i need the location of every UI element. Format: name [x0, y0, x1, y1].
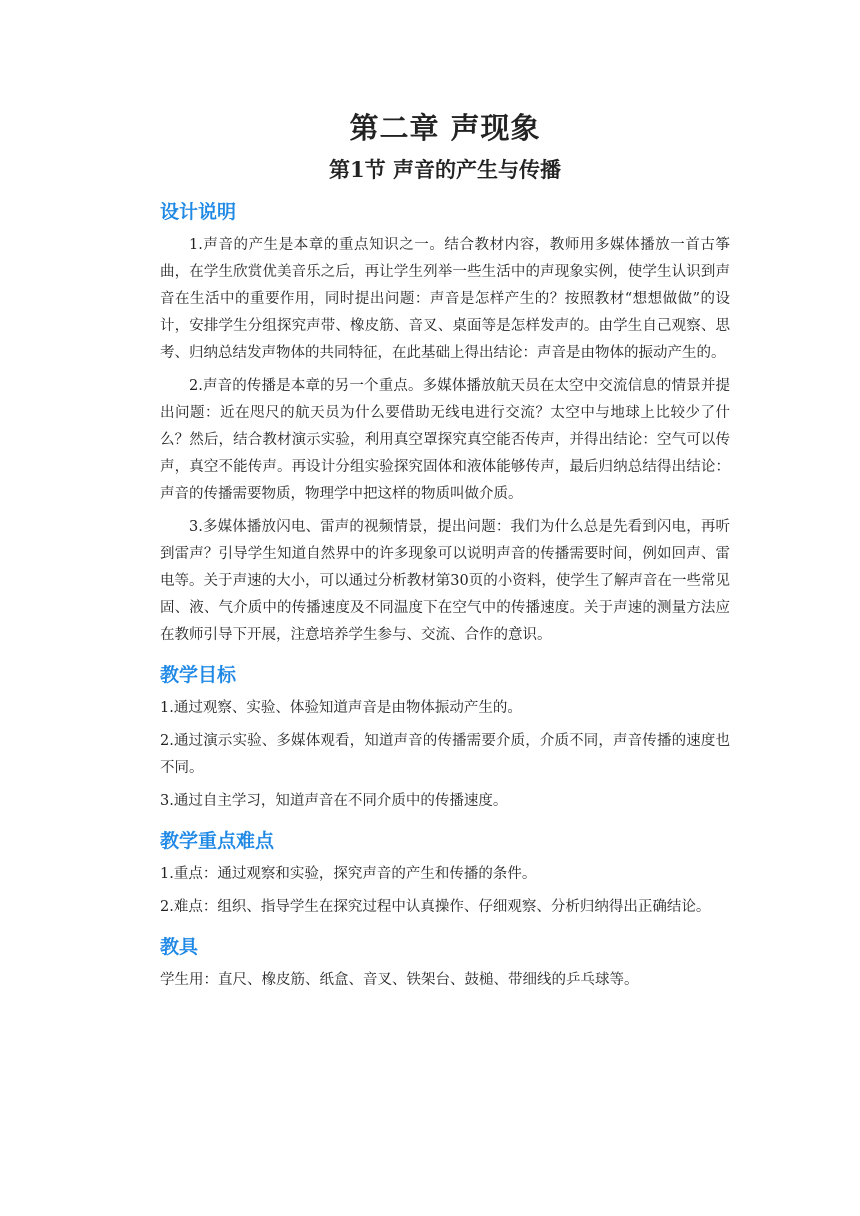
- goals-section: [160, 661, 730, 815]
- tools-item-1: 学生用：直尺、橡皮筋、纸盒、音叉、铁架台、鼓槌、带细线的乒乓球等。: [160, 972, 639, 988]
- goals-heading: 教学目标: [160, 664, 237, 686]
- key-points-section: [160, 827, 730, 921]
- section-title: 第1节 声音的产生与传播: [329, 157, 561, 182]
- design-section: [160, 198, 730, 649]
- chapter-title: 第二章 声现象: [349, 111, 541, 145]
- design-paragraph-3: 3.多媒体播放闪电、雷声的视频情景，提出问题：我们为什么总是先看到闪电，再听到雷声？引导学生知道自然界中的许多现象可以说明声音的传播需要时间，例如回声、雷电等。关于声速的大小，可以通过分析教材第30页的小资料，使学生了解声音在一些常见固、液、气介质中的传播速度及不同温度下在空气中的传播速度。关于声速的测量方法应在教师引导下开展，注意培养学生参与、交流、合作的意识。: [160, 519, 730, 643]
- goal-item-3: 3.通过自主学习，知道声音在不同介质中的传播速度。: [160, 793, 508, 809]
- design-paragraph-2: 2.声音的传播是本章的另一个重点。多媒体播放航天员在太空中交流信息的情景并提出问题：近在咫尺的航天员为什么要借助无线电进行交流？太空中与地球上比较少了什么？然后，结合教材演示实验，利用真空罩探究真空能否传声，并得出结论：空气可以传声，真空不能传声。再设计分组实验探究固体和液体能够传声，最后归纳总结得出结论：声音的传播需要物质，物理学中把这样的物质叫做介质。: [160, 378, 730, 502]
- tools-heading: 教具: [160, 936, 199, 958]
- tools-section: [160, 933, 730, 994]
- document-page: [160, 100, 730, 1000]
- design-heading: 设计说明: [160, 201, 237, 223]
- design-paragraph-1: 1.声音的产生是本章的重点知识之一。结合教材内容，教师用多媒体播放一首古筝曲，在学生欣赏优美音乐之后，再让学生列举一些生活中的声现象实例，使学生认识到声音在生活中的重要作用，同时提出问题：声音是怎样产生的？按照教材“想想做做”的设计，安排学生分组探究声带、橡皮筋、音叉、桌面等是怎样发声的。由学生自己观察、思考、归纳总结发声物体的共同特征，在此基础上得出结论：声音是由物体的振动产生的。: [160, 237, 730, 361]
- key-point-item-1: 1.重点：通过观察和实验，探究声音的产生和传播的条件。: [160, 866, 537, 882]
- goal-item-1: 1.通过观察、实验、体验知道声音是由物体振动产生的。: [160, 700, 522, 716]
- key-point-item-2: 2.难点：组织、指导学生在探究过程中认真操作、仔细观察、分析归纳得出正确结论。: [160, 899, 711, 915]
- goal-item-2: 2.通过演示实验、多媒体观看，知道声音的传播需要介质，介质不同，声音传播的速度也不同。: [160, 733, 730, 776]
- key-points-heading: 教学重点难点: [160, 830, 275, 852]
